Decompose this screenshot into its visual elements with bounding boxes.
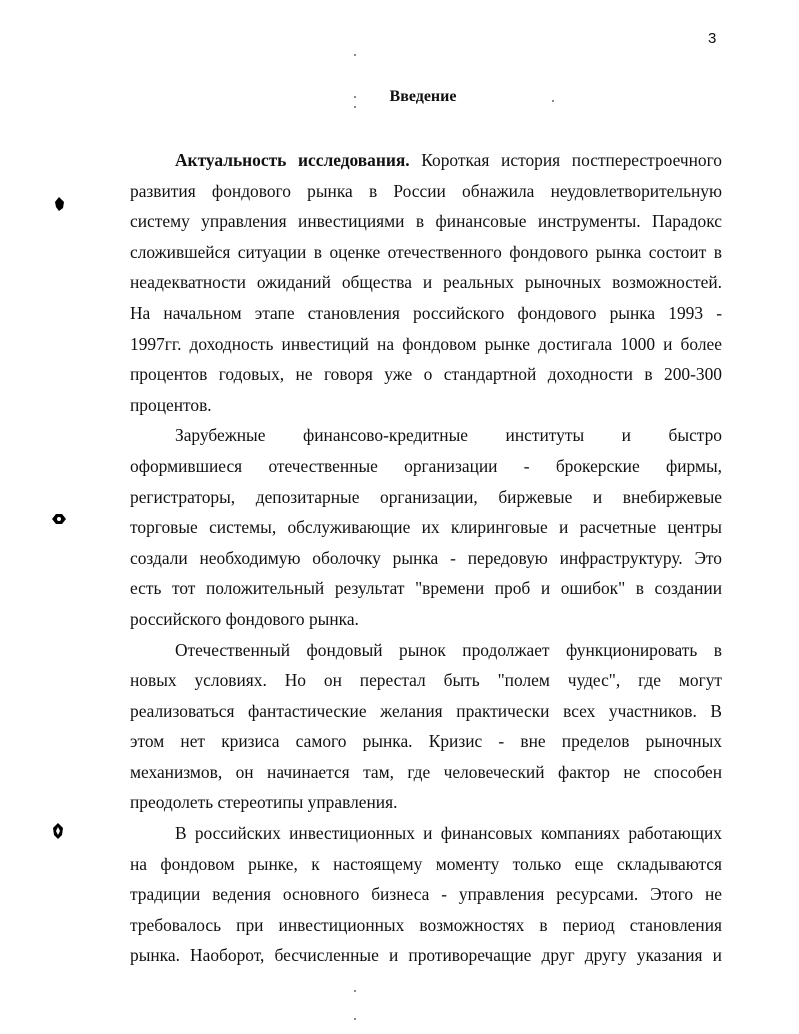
paragraph-3-line-3: реализоваться фантастические желания практически всех участников. В xyxy=(130,700,722,721)
scan-dot xyxy=(354,54,356,56)
paragraph-2-line-5: создали необходимую оболочку рынка - передовую инфраструктуру. Это xyxy=(130,547,722,568)
page-title: Введение xyxy=(389,88,457,105)
scan-dot xyxy=(552,100,554,102)
scan-dot xyxy=(354,106,356,108)
ink-mark-1-icon xyxy=(52,196,66,212)
paragraph-2-line-6: есть тот положительный результат "времени проб и ошибок" в создании xyxy=(130,578,722,599)
paragraph-1-line-6: На начальном этапе становления российского фондового рынка 1993 - xyxy=(130,302,722,323)
ink-mark-2-icon xyxy=(50,512,68,526)
body-text xyxy=(130,145,722,971)
paragraph-2-line-4: торговые системы, обслуживающие их клиринговые и расчетные центры xyxy=(130,517,722,538)
paragraph-2 xyxy=(130,420,722,634)
paragraph-2-line-7: российского фондового рынка. xyxy=(130,608,359,629)
paragraph-4-line-2: на фондовом рынке, к настоящему моменту только еще складываются xyxy=(130,853,722,874)
ink-mark-3-icon xyxy=(50,822,66,840)
paragraph-2-line-1: Зарубежные финансово-кредитные институты и быстро xyxy=(175,425,722,446)
paragraph-1-line-2: развития фондового рынка в России обнажила неудовлетворительную xyxy=(130,180,722,201)
paragraph-3-line-5: механизмов, он начинается там, где человеческий фактор не способен xyxy=(130,761,722,782)
paragraph-4 xyxy=(130,818,722,971)
lead-phrase: Актуальность исследования. xyxy=(175,150,410,170)
paragraph-1-line-8: процентов годовых, не говоря уже о стандартной доходности в 200-300 xyxy=(130,364,722,385)
scan-dot xyxy=(354,1018,356,1020)
paragraph-2-line-2: оформившиеся отечественные организации - брокерские фирмы, xyxy=(130,455,722,476)
paragraph-1-line-1: Актуальность исследования. Короткая история постперестроечного xyxy=(175,150,722,170)
scan-dot xyxy=(354,990,356,992)
paragraph-4-line-4: требовалось при инвестиционных возможностях в период становления xyxy=(130,914,722,935)
paragraph-1-line-5: неадекватности ожиданий общества и реальных рыночных возможностей. xyxy=(130,272,722,293)
paragraph-4-line-3: традиции ведения основного бизнеса - управления ресурсами. Этого не xyxy=(130,884,722,905)
paragraph-1-line-3: систему управления инвестициями в финансовые инструменты. Парадокс xyxy=(130,211,722,232)
paragraph-3-line-1: Отечественный фондовый рынок продолжает функционировать в xyxy=(175,639,722,660)
paragraph-3-line-6: преодолеть стереотипы управления. xyxy=(130,792,398,813)
page-number: 3 xyxy=(708,30,717,47)
scan-dot xyxy=(354,96,356,98)
paragraph-2-line-3: регистраторы, депозитарные организации, биржевые и внебиржевые xyxy=(130,486,722,507)
paragraph-3-line-4: этом нет кризиса самого рынка. Кризис - вне пределов рыночных xyxy=(130,731,722,752)
paragraph-1-line-4: сложившейся ситуации в оценке отечественного фондового рынка состоит в xyxy=(130,241,722,262)
paragraph-3 xyxy=(130,635,722,819)
paragraph-1-line-7: 1997гг. доходность инвестиций на фондовом рынке достигала 1000 и более xyxy=(130,333,722,354)
paragraph-4-line-1: В российских инвестиционных и финансовых компаниях работающих xyxy=(175,823,722,844)
paragraph-3-line-2: новых условиях. Но он перестал быть "полем чудес", где могут xyxy=(130,670,722,691)
paragraph-1 xyxy=(130,145,722,420)
paragraph-4-line-5: рынка. Наоборот, бесчисленные и противоречащие друг другу указания и xyxy=(130,945,722,966)
paragraph-1-line-9: процентов. xyxy=(130,394,212,415)
